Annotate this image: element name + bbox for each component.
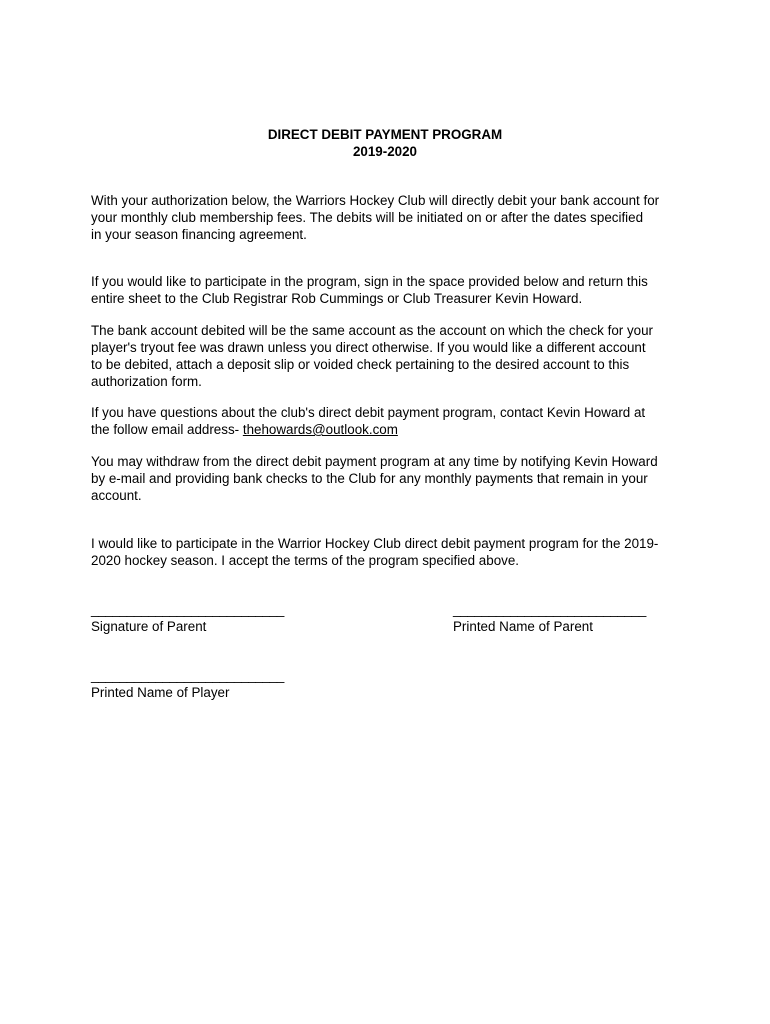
parent-name-label: Printed Name of Parent xyxy=(453,619,593,634)
bank-account-line: authorization form. xyxy=(91,374,202,389)
intro-paragraph xyxy=(91,192,691,243)
player-name-label: Printed Name of Player xyxy=(91,685,230,700)
withdraw-line: account. xyxy=(91,488,142,503)
parent-signature-line[interactable]: ___________________________ xyxy=(91,602,284,617)
player-name-line[interactable]: ___________________________ xyxy=(91,668,284,683)
withdraw-line: You may withdraw from the direct debit payment program at any time by notifying Kevin Howard xyxy=(91,454,658,469)
participate-line: entire sheet to the Club Registrar Rob Cummings or Club Treasurer Kevin Howard. xyxy=(91,291,583,306)
email-link[interactable]: thehowards@outlook.com xyxy=(242,422,398,437)
withdraw-paragraph xyxy=(91,453,691,504)
questions-line: If you have questions about the club's direct debit payment program, contact Kevin Howard at xyxy=(91,405,646,420)
parent-name-line[interactable]: ___________________________ xyxy=(453,602,646,617)
questions-paragraph xyxy=(91,404,691,438)
document-title: DIRECT DEBIT PAYMENT PROGRAM xyxy=(267,127,503,142)
agreement-line: I would like to participate in the Warrior Hockey Club direct debit payment program for the 2019- xyxy=(91,536,659,551)
agreement-line: 2020 hockey season. I accept the terms of the program specified above. xyxy=(91,553,520,568)
participate-paragraph xyxy=(91,273,691,307)
parent-signature-label: Signature of Parent xyxy=(91,619,207,634)
withdraw-line: by e-mail and providing bank checks to the Club for any monthly payments that remain in your xyxy=(91,471,648,486)
document-season: 2019-2020 xyxy=(352,144,418,159)
intro-line: in your season financing agreement. xyxy=(91,227,307,242)
agreement-paragraph xyxy=(91,535,691,569)
bank-account-line: The bank account debited will be the same account as the account on which the check for your xyxy=(91,323,653,338)
intro-line: With your authorization below, the Warriors Hockey Club will directly debit your bank account for xyxy=(91,193,660,208)
questions-prefix: the follow email address- xyxy=(91,422,243,437)
bank-account-line: player's tryout fee was drawn unless you direct otherwise. If you would like a different account xyxy=(91,340,646,355)
intro-line: your monthly club membership fees. The debits will be initiated on or after the dates specified xyxy=(91,210,644,225)
questions-line-2 xyxy=(91,421,691,438)
bank-account-line: to be debited, attach a deposit slip or voided check pertaining to the desired account to this xyxy=(91,357,630,372)
bank-account-paragraph xyxy=(91,322,691,390)
participate-line: If you would like to participate in the program, sign in the space provided below and return this xyxy=(91,274,648,289)
